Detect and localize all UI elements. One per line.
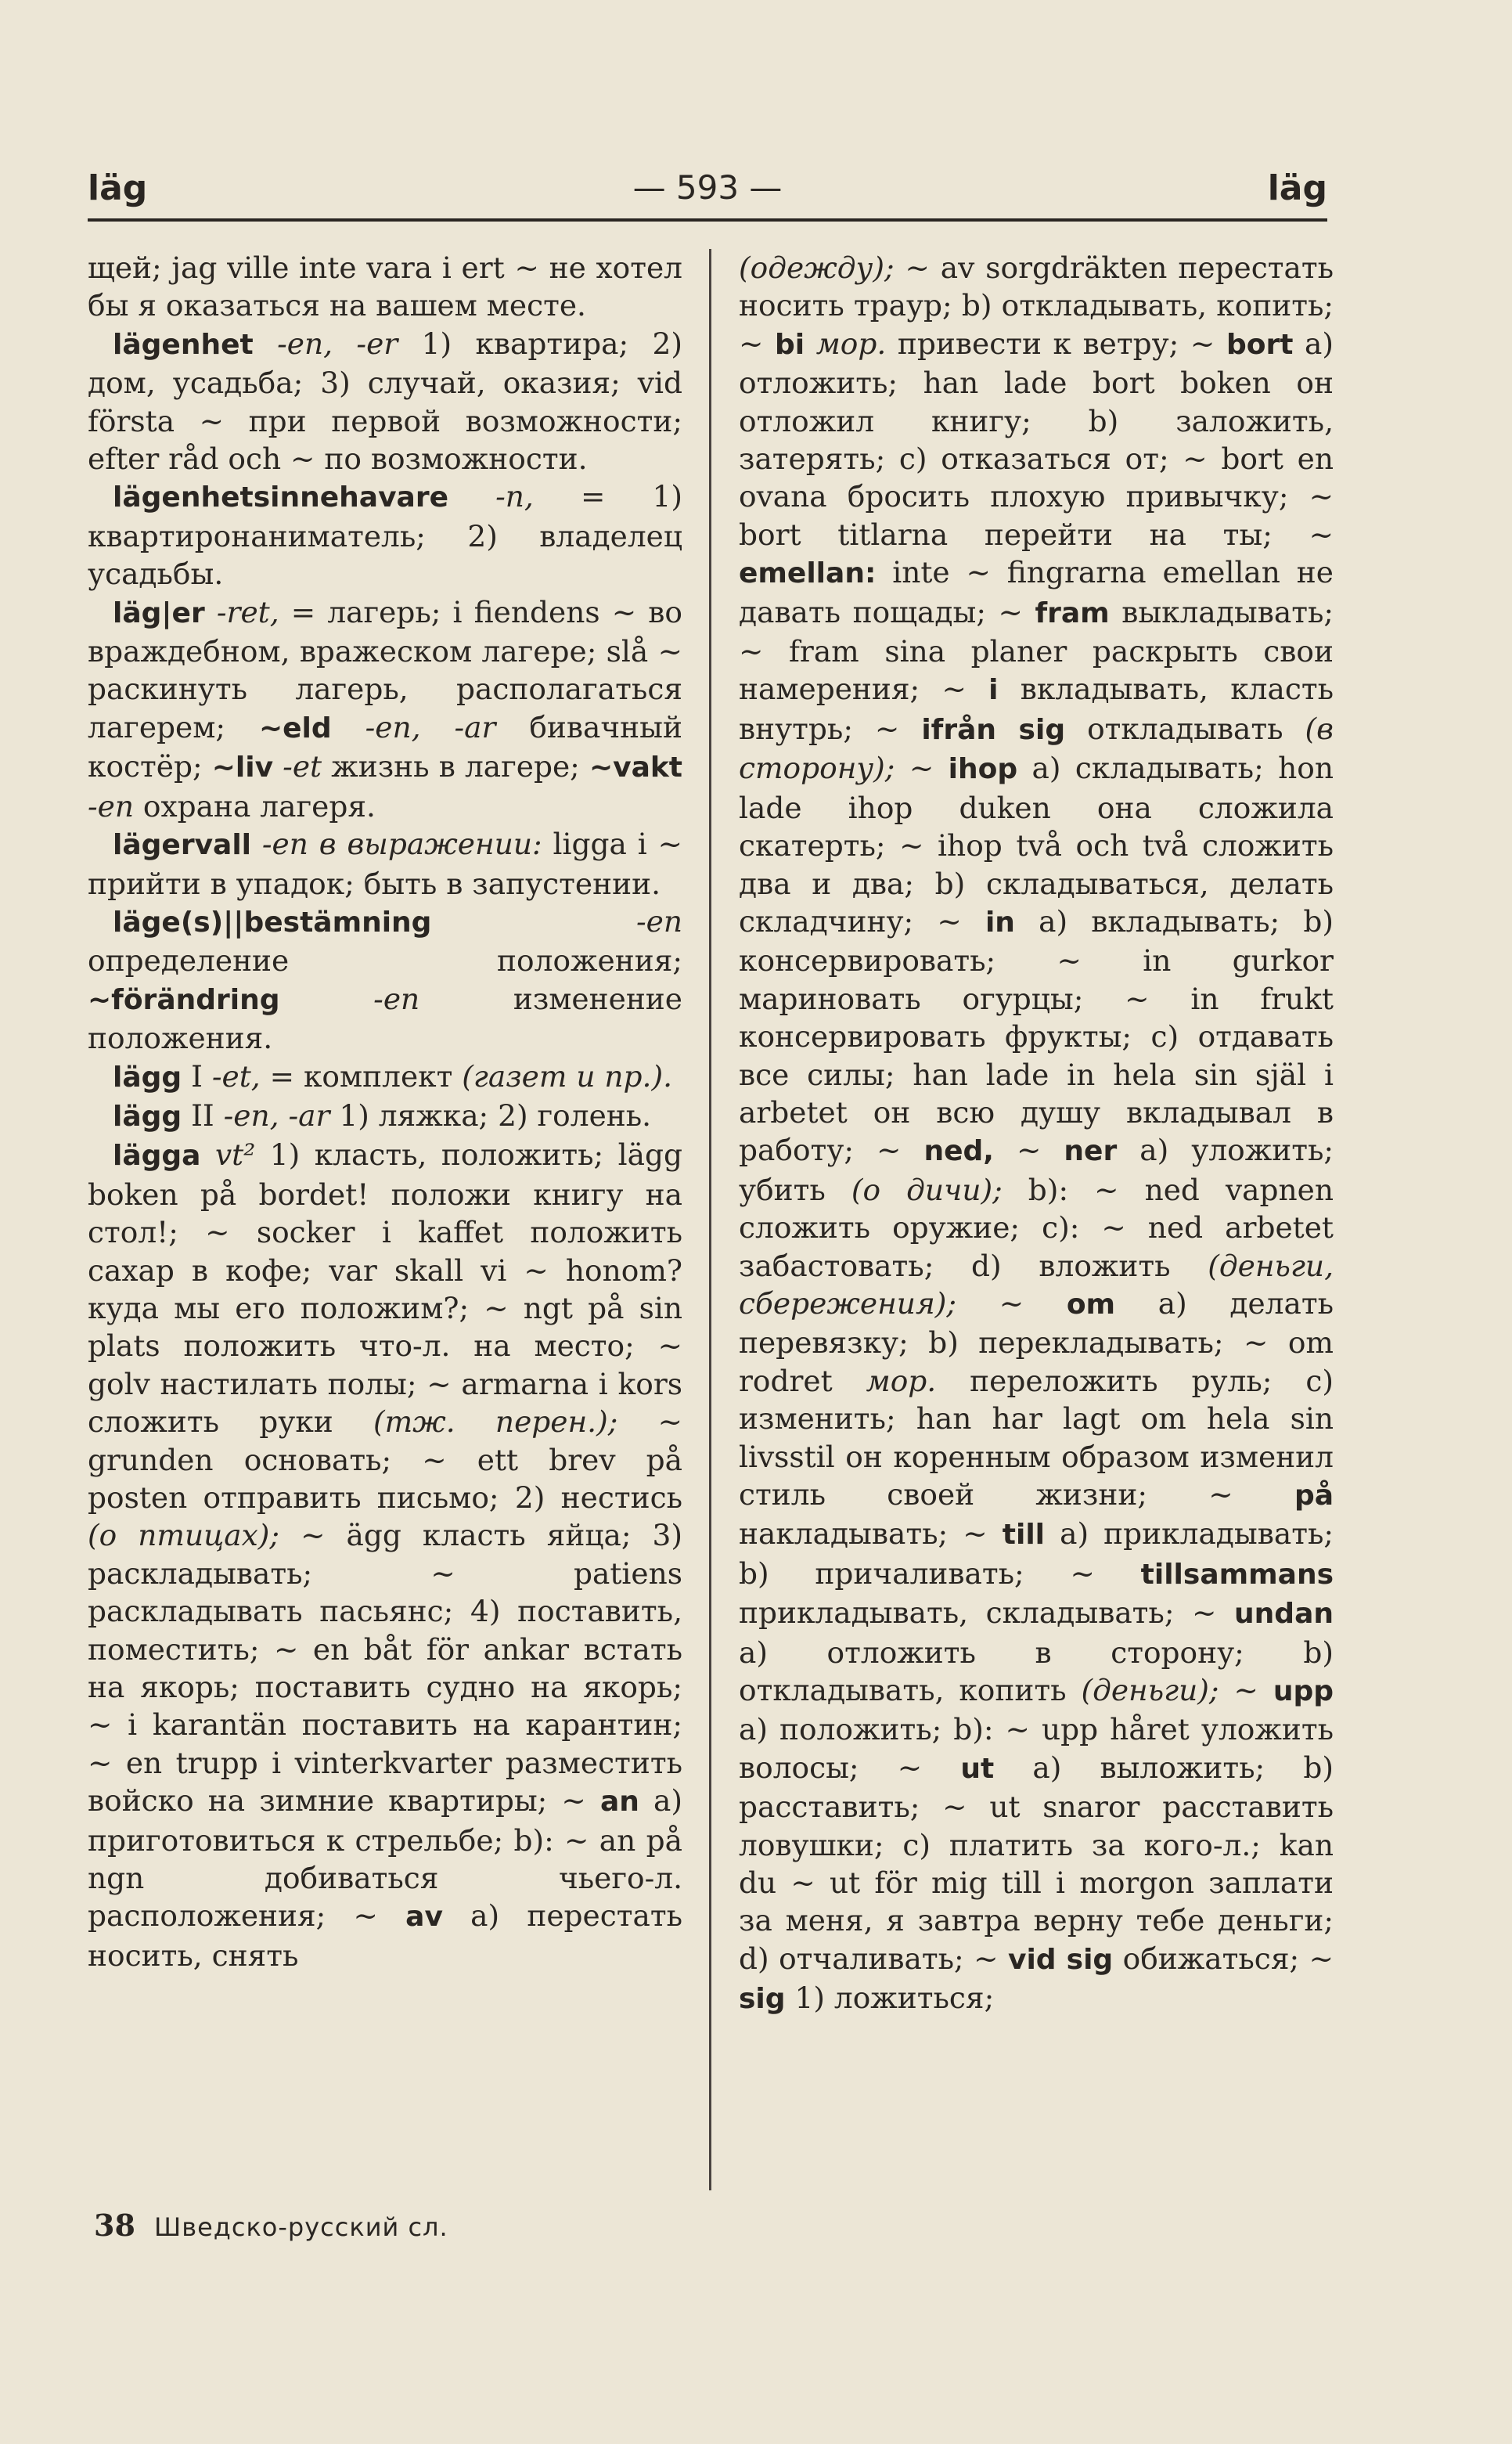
- headword: lägg: [113, 1100, 182, 1133]
- definition-text: inte ~ fingrarna emellan не давать пощады; ~: [739, 555, 1334, 629]
- grammar-note: -ret,: [204, 594, 279, 629]
- definition-text: ~ ägg класть яйца; 3) раскладывать; ~ patiens раскладывать пасьянс; 4) поставить, поместить; ~ en båt för ankar встать на якорь; поставить судно на якорь; ~ i karantän поставить на карантин; ~ en trupp i vinterkvarter разместить войско на зимние квартиры; ~: [88, 1518, 682, 1819]
- grammar-note: -en в выражении:: [251, 827, 542, 862]
- headword: läge(s)||bestämning: [113, 906, 432, 939]
- definition-text: обижаться; ~: [1113, 1941, 1334, 1976]
- grammar-note: (одежду);: [739, 251, 895, 285]
- dictionary-entry: [88, 825, 682, 903]
- headword: ~eld: [258, 712, 332, 744]
- page-header: [88, 168, 1327, 218]
- page-number: — 593 —: [632, 168, 783, 207]
- definition-text: a) отложить; han lade bort boken он отложил книгу; b) заложить, затерять; c) отказаться от; ~ bort en ovana бросить плохую привычку; ~ bort titlarna перейти на ты; ~: [739, 326, 1334, 552]
- definition-text: ~ av sorgdräkten перестать носить траур; b) откладывать, копить; ~: [739, 251, 1334, 361]
- definition-text: a) приготовиться к стрельбе; b): ~ an på ngn добиваться чьего-л. расположения; ~: [88, 1783, 682, 1934]
- header-rule: [88, 218, 1327, 222]
- grammar-note: -en, -er: [253, 326, 398, 361]
- definition-text: ~ grunden основать; ~ ett brev på posten отправить письмо; 2) нестись: [88, 1404, 682, 1515]
- grammar-note: -et,: [211, 1058, 261, 1094]
- grammar-note: мор.: [866, 1363, 937, 1398]
- grammar-note: -n,: [448, 479, 534, 514]
- definition-text: прикладывать, складывать; ~: [739, 1595, 1235, 1631]
- dictionary-entry: [88, 593, 682, 825]
- definition-text: a) делать перевязку; b) перекладывать; ~ om rodret: [739, 1285, 1334, 1398]
- definition-text: ~: [993, 1133, 1064, 1168]
- column-divider: [709, 249, 711, 2190]
- definition-text: a) положить; b): ~ upp håret уложить волосы; ~: [739, 1712, 1334, 1785]
- grammar-note: vt²: [200, 1137, 256, 1173]
- grammar-note: (деньги, сбережения);: [739, 1248, 1334, 1321]
- grammar-note: -en: [88, 788, 135, 824]
- right-column: [739, 249, 1334, 2019]
- definition-text: = лагерь; i fiendens ~ во враждебном, вражеском лагере; slå ~ раскинуть лагерь, располагаться лагерем;: [88, 594, 682, 744]
- definition-text: ~: [895, 751, 949, 786]
- headword: lägenhet: [113, 328, 254, 361]
- headword: till: [1002, 1519, 1046, 1552]
- definition-text: охрана лагеря.: [134, 788, 376, 824]
- headword: om: [1066, 1288, 1116, 1321]
- headword: bi: [775, 328, 805, 361]
- headword: ~förändring: [88, 983, 280, 1016]
- definition-text: привести к ветру; ~: [886, 326, 1226, 361]
- definition-text: 1) ложиться;: [785, 1981, 995, 2016]
- headword: ned,: [923, 1135, 994, 1168]
- definition-text: 1) ляжка; 2) голень.: [329, 1098, 652, 1133]
- headword: tillsammans: [1140, 1558, 1334, 1591]
- definition-text: выкладывать; ~ fram sina planer раскрыть свои намерения; ~: [739, 594, 1334, 707]
- definition-text: a) перестать носить, снять: [88, 1898, 682, 1973]
- headword: av: [405, 1901, 443, 1934]
- grammar-note: мор.: [805, 326, 887, 361]
- definition-text: переложить руль; c) изменить; han har lagt om hela sin livsstil он коренным образом изменил стиль своей жизни; ~: [739, 1363, 1334, 1512]
- definition-text: a) отложить в сторону; b) откладывать, копить: [739, 1635, 1334, 1708]
- headword: lägenhetsinnehavare: [113, 481, 448, 514]
- definition-text: ~: [1219, 1673, 1273, 1708]
- definition-text: = комплект: [260, 1058, 463, 1094]
- definition-text: a) складывать; hon lade ihop duken она сложила скатерть; ~ ihop två och två сложить два и два; b) складываться, делать складчину; ~: [739, 751, 1334, 939]
- headword: sig: [739, 1983, 786, 2016]
- headword: ~vakt: [589, 752, 683, 784]
- definition-text: a) вкладывать; b) консервировать; ~ in gurkor мариновать огурцы; ~ in frukt консервировать фрукты; c) отдавать все силы; han lade in hela sin själ i arbetet он всю душу вкладывал в работу; ~: [739, 903, 1334, 1168]
- dictionary-entry: [88, 1058, 682, 1097]
- headword: lägga: [113, 1140, 201, 1173]
- page-footer: [94, 2208, 448, 2247]
- definition-text: щей; jag ville inte vara i ert ~ не хотел бы я оказаться на вашем месте.: [88, 251, 682, 323]
- definition-text: ligga i ~ прийти в упадок; быть в запустении.: [88, 827, 682, 901]
- definition-text: a) уложить; убить: [739, 1133, 1334, 1207]
- headword: ner: [1064, 1135, 1118, 1168]
- definition-text: 1) класть, положить; lägg boken på bordet! положи книгу на стол!; ~ socker i kaffet положить сахар в кофе; var skall vi ~ honom? куда мы его положим?; ~ ngt på sin plats положить что-л. на место; ~ golv настилать полы; ~ armarna i kors сложить руки: [88, 1137, 682, 1440]
- grammar-note: -en: [279, 981, 420, 1016]
- dictionary-entry: [88, 1136, 682, 1974]
- headword: ihop: [948, 753, 1018, 786]
- definition-text: a) выложить; b) расставить; ~ ut snaror расставить ловушки; c) платить за кого-л.; kan du ~ ut för mig till i morgon заплати за меня, я завтра верну тебе деньги; d) отчаливать; ~: [739, 1750, 1334, 1976]
- grammar-note: -en, -ar: [331, 709, 496, 744]
- headword: i: [988, 674, 999, 707]
- definition-text: накладывать; ~: [739, 1516, 1003, 1552]
- headword: emellan:: [739, 557, 877, 590]
- headword: an: [599, 1786, 639, 1819]
- definition-text: a) прикладывать; b) причаливать; ~: [739, 1516, 1334, 1591]
- grammar-note: -en, -ar: [223, 1098, 330, 1133]
- grammar-note: (в сторону);: [739, 711, 1334, 786]
- headword: läg|er: [113, 597, 205, 629]
- headword: ~liv: [211, 752, 274, 784]
- grammar-note: -en: [431, 903, 682, 939]
- left-column: [88, 249, 682, 1974]
- headword: ut: [960, 1752, 995, 1785]
- definition-text: II: [182, 1098, 224, 1133]
- grammar-note: -et: [273, 749, 322, 784]
- definition-text: определение положения;: [88, 943, 682, 979]
- dictionary-entry: [88, 478, 682, 593]
- definition-text: 1) квартира; 2) дом, усадьба; 3) случай, оказия; vid första ~ при первой возможности; efter råd och ~ по возможности.: [88, 326, 682, 477]
- dictionary-entry: [88, 1097, 682, 1136]
- guide-word-left: läg: [88, 168, 148, 208]
- signature-number: 38: [94, 2208, 135, 2243]
- definition-text: вкладывать, класть внутрь; ~: [739, 672, 1334, 746]
- dictionary-entry: [88, 903, 682, 1058]
- grammar-note: (о дичи);: [851, 1172, 1003, 1207]
- definition-text: = 1) квартиронаниматель; 2) владелец усадьбы.: [88, 479, 682, 592]
- dictionary-entry: [88, 325, 682, 478]
- definition-text: бивачный костёр;: [88, 709, 682, 784]
- headword: in: [985, 906, 1015, 939]
- dictionary-entry: [739, 249, 1334, 2019]
- definition-text: изменение положения.: [88, 981, 682, 1056]
- headword: lägg: [113, 1061, 182, 1094]
- headword: vid sig: [1008, 1943, 1114, 1976]
- guide-word-right: läg: [1267, 168, 1327, 208]
- definition-text: I: [182, 1058, 212, 1094]
- grammar-note: (тж. перен.);: [373, 1404, 618, 1440]
- headword: på: [1294, 1480, 1334, 1512]
- headword: bort: [1226, 328, 1294, 361]
- grammar-note: (деньги);: [1081, 1673, 1219, 1708]
- grammar-note: (газет и пр.).: [462, 1058, 673, 1094]
- signature-title: Шведско-русский сл.: [153, 2212, 448, 2242]
- definition-text: ~: [956, 1285, 1067, 1321]
- headword: upp: [1273, 1675, 1334, 1708]
- headword: ifrån sig: [921, 713, 1066, 746]
- headword: undan: [1234, 1598, 1334, 1631]
- grammar-note: (о птицах);: [88, 1518, 280, 1553]
- definition-text: откладывать: [1065, 711, 1305, 746]
- headword: lägervall: [113, 829, 252, 862]
- definition-text: жизнь в лагере;: [322, 749, 589, 784]
- headword: fram: [1035, 597, 1110, 629]
- dictionary-entry: [88, 249, 682, 325]
- definition-text: b): ~ ned vapnen сложить оружие; c): ~ ned arbetet забастовать; d) вложить: [739, 1172, 1334, 1283]
